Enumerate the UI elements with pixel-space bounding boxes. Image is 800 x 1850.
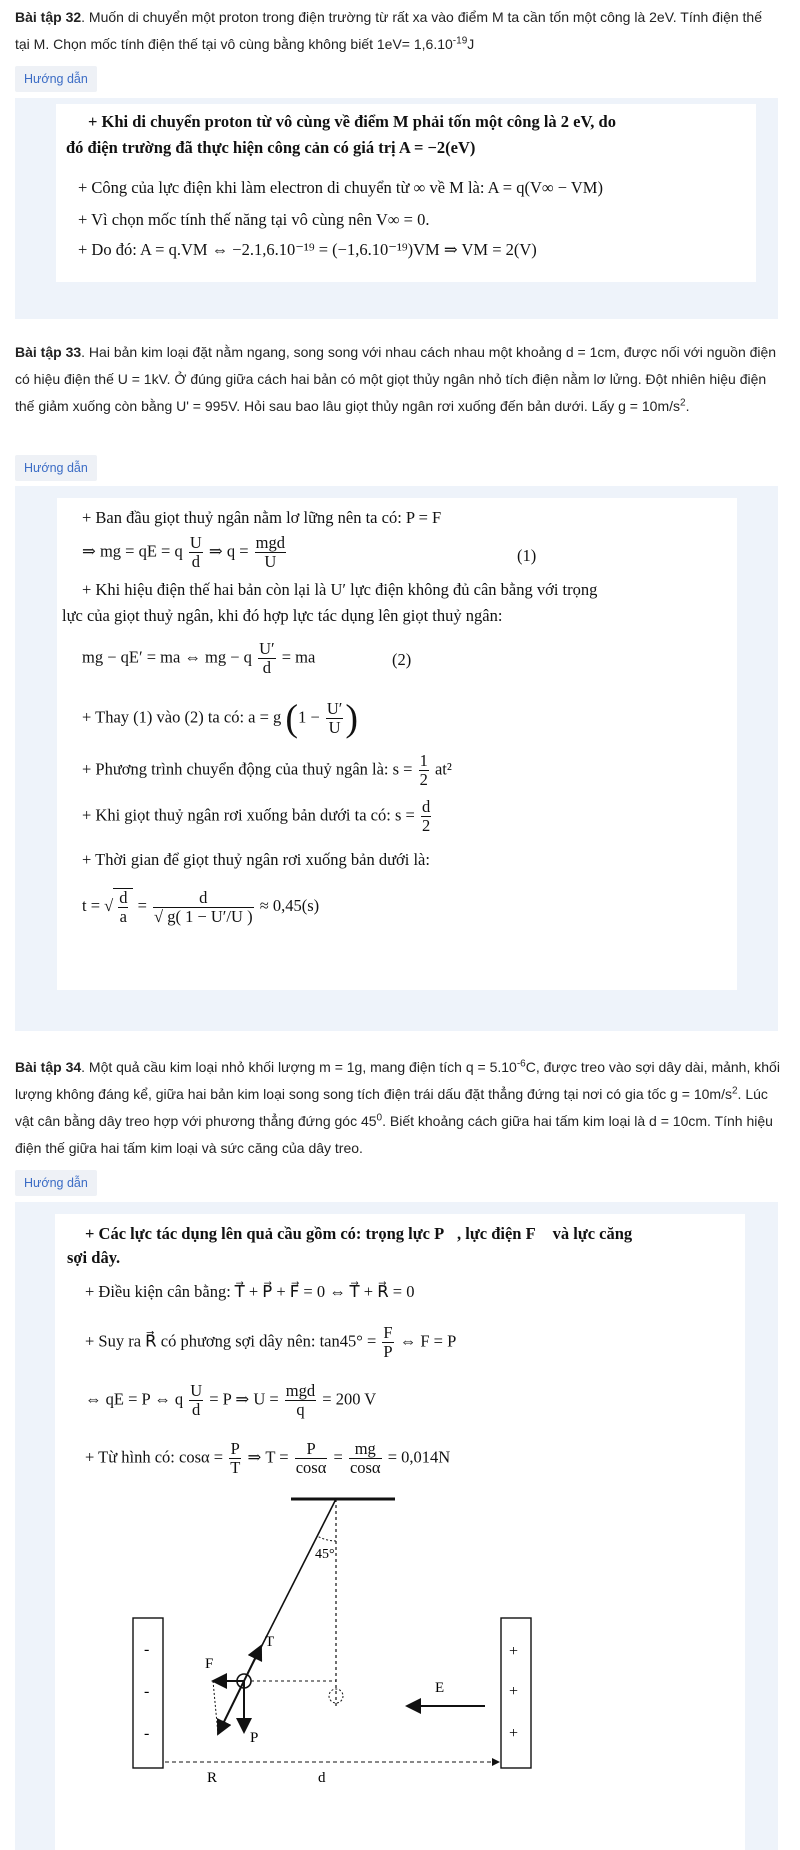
resultant-arrow (218, 1681, 244, 1734)
svg-text:+: + (509, 1643, 519, 1660)
svg-text:-: - (144, 1683, 150, 1700)
angle-label: 45° (315, 1547, 335, 1562)
solution-image-32: + Khi di chuyển proton từ vô cùng về điểm M phải tốn một công là 2 eV, do đó điện trường đã thực hiện công cản có giá trị A = −2(eV) + Công của lực điện khi làm electron di chuyển từ ∞ về M là: A = q(V∞ − VM) + Vì chọn mốc tính thế năng tại vô cùng nên V∞ = 0. + Do đó: A = q.VM ⇔ −2.1,6.10⁻¹⁹ = (−1,6.10⁻¹⁹)VM ⇒ VM = 2(V) (56, 104, 756, 282)
angle-arc (317, 1536, 336, 1541)
svg-text:P: P (250, 1730, 259, 1746)
svg-text:F: F (205, 1656, 214, 1672)
problem-34-label: Bài tập 34 (15, 1059, 82, 1075)
svg-text:E: E (435, 1680, 445, 1696)
guide-button-34[interactable]: Hướng dẫn (15, 1170, 97, 1196)
svg-text:R: R (207, 1770, 218, 1786)
guide-button-33[interactable]: Hướng dẫn (15, 455, 97, 481)
svg-text:+: + (509, 1725, 519, 1742)
svg-text:d: d (318, 1770, 326, 1786)
problem-33-text: Bài tập 33. Hai bản kim loại đặt nằm ngang, song song với nhau cách nhau một khoảng d = 1cm, được nối với nguồn điện có hiệu điện thế U = 1kV. Ở đúng giữa cách hai bản có một giọt thủy ngân nhỏ tích điện nằm lơ lửng. Đột nhiên hiệu điện thế giảm xuống còn bằng U' = 995V. Hỏi sau bao lâu giọt thủy ngân rơi xuống đến bản dưới. Lấy $g = 10m/s^2$. (15, 344, 777, 414)
solution-panel-34 (15, 1202, 778, 1850)
problem-33-label: Bài tập 33 (15, 344, 82, 360)
svg-text:+: + (509, 1683, 519, 1700)
solution-image-34: + Các lực tác dụng lên quả cầu gồm có: trọng lực P⃗, lực điện F⃗ và lực căng sợi dây. + Điều kiện cân bằng: T⃗ + P⃗ + F⃗ = 0 ⇔ T⃗ + R⃗ = 0 + Suy ra R⃗ có phương sợi dây nên: tan45° = $\frac{F}{P}$ ⇔ F = P ⇔ qE = P ⇔ q $\frac{U}{d}$ = P ⇒ U = $\frac{\text{mgd}}{q}$ = 200 V + Từ hình có: cosα = $\frac{P}{T}$ ⇒ T = $\frac{P}{\cos\alpha}$ = $\frac{mg}{\cos\alpha}$ = 0,014N 45° - - - + + + T F P R E d (55, 1214, 745, 1850)
tension-arrow (244, 1646, 261, 1681)
problem-34-text: Bài tập 34. Một quả cầu kim loại nhỏ khối lượng m = 1g, mang điện tích $q = 5.10^{-6}C$, được treo vào sợi dây dài, mảnh, khối lượng không đáng kể, giữa hai bản kim loại song song tích điện trái dấu đặt thẳng đứng tại nơi có gia tốc $g = 10m/s^2$. Lúc vật cân bằng dây treo hợp với phương thẳng đứng góc $45^0$. Biết khoảng cách giữa hai tấm kim loại là d = 10cm. Tính hiệu điện thế giữa hai tấm kim loại và sức căng của dây treo. (15, 1058, 780, 1156)
solution-image-33: + Ban đầu giọt thuỷ ngân nằm lơ lững nên ta có: P = F ⇒ mg = qE = q $\frac{U}{d}$ ⇒ q = $\frac{\text{mgd}}{U}$ (1) + Khi hiệu điện thế hai bản còn lại là U′ lực điện không đủ cân bằng với trọng lực của giọt thuỷ ngân, khi đó hợp lực tác dụng lên giọt thuỷ ngân: mg − qE′ = ma ⇔ mg − q $\frac{U'}{d}$ = ma (2) + Thay (1) vào (2) ta có: a = g (1 − $\frac{U'}{U}$ ) + Phương trình chuyển động của thuỷ ngân là: s = $\frac{1}{2}$ at² + Khi giọt thuỷ ngân rơi xuống bản dưới ta có: s = $\frac{d}{2}$ + Thời gian để giọt thuỷ ngân rơi xuống bản dưới là: t = √ $\frac{d}{a}$ = $\frac{d}{√ g( 1 - U'/U )}$ ≈ 0,45(s) (57, 498, 737, 990)
svg-text:T: T (265, 1634, 275, 1650)
guide-button-32[interactable]: Hướng dẫn (15, 66, 97, 92)
svg-text:-: - (144, 1641, 150, 1658)
pendulum-diagram (115, 1496, 575, 1846)
solution-panel-32 (15, 98, 778, 319)
problem-32-label: Bài tập 32 (15, 9, 82, 25)
problem-32-text: Bài tập 32. Muốn di chuyển một proton trong điện trường từ rất xa vào điểm M ta cần tốn một công là 2eV. Tính điện thế tại M. Chọn mốc tính điện thế tại vô cùng bằng không biết $1eV= 1,6.10^{-19}J$ (15, 9, 763, 52)
solution-panel-33 (15, 486, 778, 1031)
svg-text:-: - (144, 1725, 150, 1742)
